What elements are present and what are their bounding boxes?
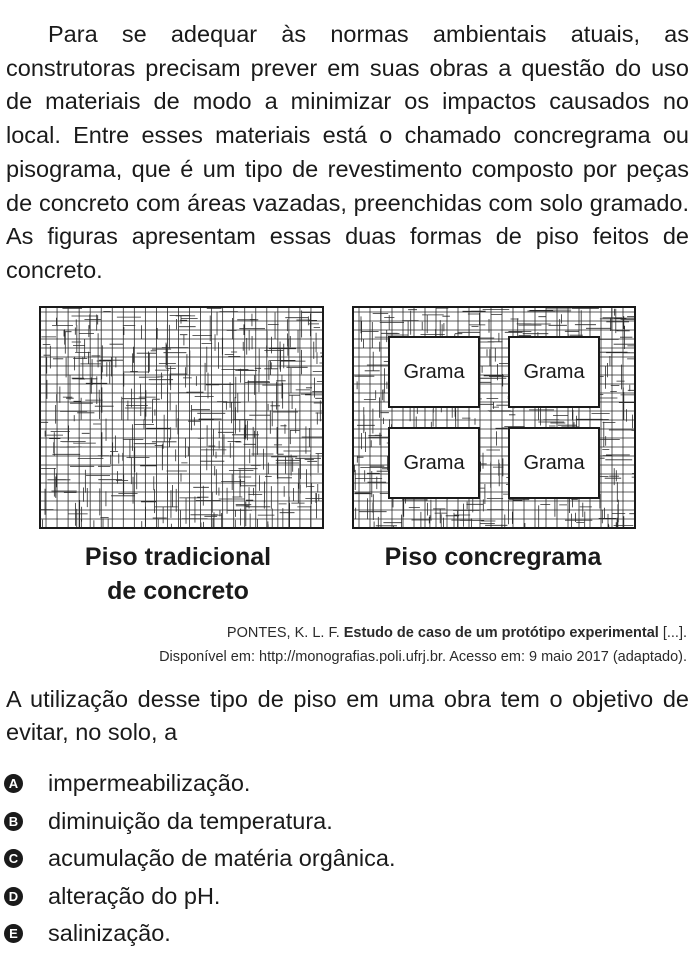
option-text: diminuição da temperatura. bbox=[48, 807, 333, 834]
option-d[interactable] bbox=[4, 878, 395, 916]
grass-area-top-left bbox=[388, 336, 480, 408]
grass-label: Grama bbox=[403, 360, 465, 383]
grass-label: Grama bbox=[403, 451, 465, 474]
grass-label: Grama bbox=[523, 360, 585, 383]
option-letter-badge: A bbox=[4, 774, 23, 793]
grass-label: Grama bbox=[523, 451, 585, 474]
hatch-lines bbox=[41, 308, 322, 527]
intro-paragraph: Para se adequar às normas ambientais atuais, as construtoras precisam prever em suas obras a questão do uso de materiais de modo a minimizar os impactos causados no local. Entre esses materiais está o chamado concregrama ou pisograma, que é um tipo de revestimento composto por peças de concreto com áreas vazadas, preenchidas com solo gramado. As figuras apresentam essas duas formas de piso feitos de concreto. bbox=[6, 21, 689, 283]
option-text: salinização. bbox=[48, 920, 171, 947]
citation-availability: Disponível em: http://monografias.poli.ufrj.br. Acesso em: 9 maio 2017 (adaptado). bbox=[159, 649, 687, 665]
concrete-texture-left bbox=[41, 308, 322, 527]
caption-traditional-floor bbox=[40, 540, 316, 608]
option-letter-badge: D bbox=[4, 887, 23, 906]
option-letter-badge: B bbox=[4, 812, 23, 831]
grass-area-bottom-right bbox=[508, 427, 600, 499]
traditional-concrete-floor-figure bbox=[39, 306, 324, 529]
citation-title: Estudo de caso de um protótipo experimental bbox=[343, 625, 659, 641]
option-c[interactable] bbox=[4, 840, 395, 878]
citation-ellipsis: [...]. bbox=[662, 625, 687, 641]
grass-area-bottom-left bbox=[388, 427, 480, 499]
caption-line-1: Piso tradicional bbox=[84, 543, 272, 571]
option-text: impermeabilização. bbox=[48, 770, 251, 797]
option-letter-badge: E bbox=[4, 924, 23, 943]
option-text: acumulação de matéria orgânica. bbox=[48, 845, 396, 872]
option-a[interactable] bbox=[4, 765, 395, 803]
answer-options bbox=[4, 765, 395, 953]
citation-line-1 bbox=[47, 621, 687, 645]
option-text: alteração do pH. bbox=[48, 882, 221, 909]
option-e[interactable] bbox=[4, 915, 395, 953]
option-b[interactable] bbox=[4, 803, 395, 841]
caption-concregrama-floor: Piso concregrama bbox=[384, 543, 602, 571]
caption-line-2: de concreto bbox=[107, 577, 249, 605]
grass-area-top-right bbox=[508, 336, 600, 408]
option-letter-badge: C bbox=[4, 849, 23, 868]
concregrama-floor-figure bbox=[352, 306, 636, 529]
citation-author: PONTES, K. L. F. bbox=[226, 625, 340, 641]
question-stem: A utilização desse tipo de piso em uma obra tem o objetivo de evitar, no solo, a bbox=[6, 686, 689, 745]
source-citation bbox=[47, 621, 687, 669]
